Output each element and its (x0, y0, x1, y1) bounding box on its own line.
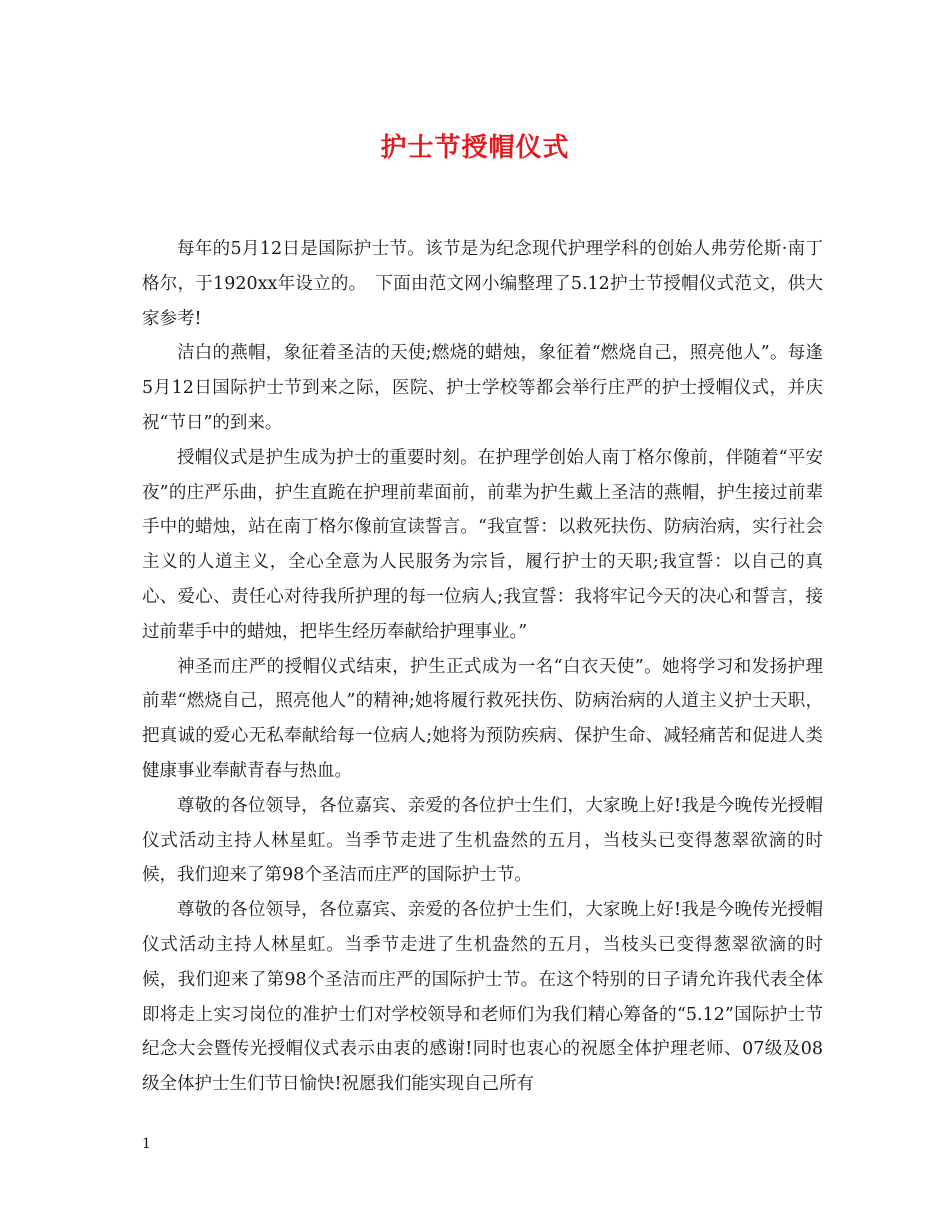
document-body (142, 232, 823, 1102)
paragraph-host-speech: 尊敬的各位领导，各位嘉宾、亲爱的各位护士生们，大家晚上好!我是今晚传光授帽仪式活动主持人林星虹。当季节走进了生机盎然的五月，当枝头已变得葱翠欲滴的时候，我们迎来了第98个圣洁而庄严的国际护士节。在这个特别的日子请允许我代表全体即将走上实习岗位的准护士们对学校领导和老师们为我们精心筹备的“5.12”国际护士节纪念大会暨传光授帽仪式表示由衷的感谢!同时也衷心的祝愿全体护理老师、07级及08级全体护士生们节日愉快!祝愿我们能实现自己所有 (142, 900, 823, 1095)
paragraph-host-greeting: 尊敬的各位领导，各位嘉宾、亲爱的各位护士生们，大家晚上好!我是今晚传光授帽仪式活动主持人林星虹。当季节走进了生机盎然的五月，当枝头已变得葱翠欲滴的时候，我们迎来了第98个圣洁而庄严的国际护士节。 (142, 795, 823, 886)
page-number: 1 (142, 1136, 151, 1152)
paragraph-ceremony-oath: 授帽仪式是护生成为护士的重要时刻。在护理学创始人南丁格尔像前，伴随着“平安夜”的庄严乐曲，护生直跪在护理前辈面前，前辈为护生戴上圣洁的燕帽，护生接过前辈手中的蜡烛，站在南丁格尔像前宣读誓言。“我宣誓：以救死扶伤、防病治病，实行社会主义的人道主义，全心全意为人民服务为宗旨，履行护士的天职;我宣誓：以自己的真心、爱心、责任心对待我所护理的每一位病人;我宣誓：我将牢记今天的决心和誓言，接过前辈手中的蜡烛，把毕生经历奉献给护理事业。” (142, 447, 823, 642)
paragraph-ceremony-end: 神圣而庄严的授帽仪式结束，护生正式成为一名“白衣天使”。她将学习和发扬护理前辈“燃烧自己，照亮他人”的精神;她将履行救死扶伤、防病治病的人道主义护士天职，把真诚的爱心无私奉献给每一位病人;她将为预防疾病、保护生命、减轻痛苦和促进人类健康事业奉献青春与热血。 (142, 656, 823, 781)
paragraph-symbolism: 洁白的燕帽，象征着圣洁的天使;燃烧的蜡烛，象征着“燃烧自己，照亮他人”。每逢5月12日国际护士节到来之际，医院、护士学校等都会举行庄严的护士授帽仪式，并庆祝“节日”的到来。 (142, 343, 823, 433)
paragraph-intro: 每年的5月12日是国际护士节。该节是为纪念现代护理学科的创始人弗劳伦斯·南丁格尔，于1920xx年设立的。 下面由范文网小编整理了5.12护士节授帽仪式范文，供大家参考! (142, 239, 823, 329)
page-title: 护士节授帽仪式 (380, 133, 570, 163)
